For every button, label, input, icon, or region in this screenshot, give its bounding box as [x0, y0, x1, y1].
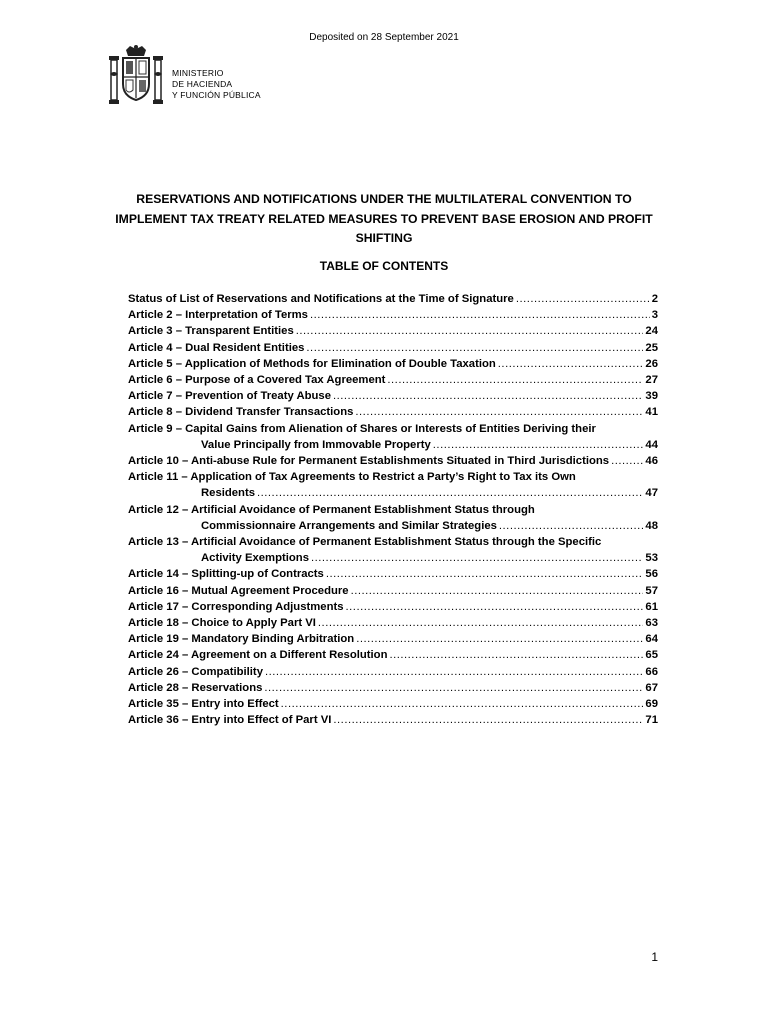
- toc-entry[interactable]: [128, 421, 658, 453]
- toc-entry[interactable]: [128, 583, 658, 599]
- toc-dot-leader: [264, 680, 643, 696]
- toc-page-number: 67: [645, 681, 658, 694]
- toc-page-number: 48: [645, 519, 658, 532]
- toc-entry-title: Value Principally from Immovable Property: [201, 438, 431, 451]
- toc-entry[interactable]: [128, 323, 658, 339]
- toc-entry[interactable]: [128, 534, 658, 566]
- toc-entry[interactable]: [128, 502, 658, 534]
- toc-dot-leader: [296, 323, 644, 339]
- toc-page-number: 71: [645, 714, 658, 727]
- spanish-coat-of-arms-icon: [108, 44, 164, 108]
- toc-entry[interactable]: [128, 615, 658, 631]
- toc-entry[interactable]: [128, 404, 658, 420]
- toc-entry[interactable]: [128, 647, 658, 663]
- toc-page-number: 56: [645, 568, 658, 581]
- toc-page-number: 65: [645, 649, 658, 662]
- toc-page-number: 25: [645, 341, 658, 354]
- toc-entry[interactable]: [128, 291, 658, 307]
- toc-entry-title: Commissionnaire Arrangements and Similar Strategies: [201, 519, 497, 532]
- toc-entry[interactable]: [128, 696, 658, 712]
- toc-entry-title: Article 28 – Reservations: [128, 681, 263, 694]
- toc-dot-leader: [499, 518, 644, 534]
- toc-dot-leader: [326, 566, 644, 582]
- toc-entry[interactable]: [128, 356, 658, 372]
- toc-entry-title: Article 17 – Corresponding Adjustments: [128, 600, 344, 613]
- toc-entry-title: Article 24 – Agreement on a Different Resolution: [128, 649, 388, 662]
- toc-dot-leader: [333, 388, 643, 404]
- toc-entry-title: Article 6 – Purpose of a Covered Tax Agreement: [128, 374, 386, 387]
- toc-page-number: 53: [645, 552, 658, 565]
- toc-page-number: 41: [645, 406, 658, 419]
- toc-entry-title: Article 2 – Interpretation of Terms: [128, 309, 308, 322]
- toc-page-number: 46: [645, 455, 658, 468]
- toc-dot-leader: [387, 372, 643, 388]
- toc-page-number: 24: [645, 325, 658, 338]
- toc-dot-leader: [257, 485, 643, 501]
- toc-entry-title: Article 19 – Mandatory Binding Arbitration: [128, 633, 355, 646]
- toc-heading: TABLE OF CONTENTS: [319, 259, 449, 273]
- ministry-line-1: MINISTERIO: [172, 68, 224, 78]
- toc-entry[interactable]: [128, 631, 658, 647]
- toc-page-number: 64: [645, 633, 658, 646]
- toc-dot-leader: [306, 340, 643, 356]
- toc-entry-title: Status of List of Reservations and Notifications at the Time of Signature: [128, 293, 514, 305]
- toc-page-number: 66: [645, 665, 658, 678]
- toc-dot-leader: [516, 291, 650, 307]
- toc-page-number: 47: [645, 487, 658, 500]
- toc-page-number: 69: [645, 698, 658, 711]
- ministry-name: [172, 68, 261, 101]
- toc-dot-leader: [311, 550, 643, 566]
- toc-entry[interactable]: [128, 712, 658, 728]
- toc-entry-title: Article 8 – Dividend Transfer Transactions: [128, 406, 354, 419]
- toc-entry[interactable]: [128, 340, 658, 356]
- toc-page-number: 61: [645, 600, 658, 613]
- toc-entry-title: Article 9 – Capital Gains from Alienation of Shares or Interests of Entities Deriving their: [128, 422, 596, 435]
- toc-dot-leader: [318, 615, 644, 631]
- toc-dot-leader: [333, 712, 643, 728]
- toc-dot-leader: [265, 664, 643, 680]
- toc-entry-title: Article 3 – Transparent Entities: [128, 325, 294, 338]
- toc-page-number: 26: [645, 357, 658, 370]
- toc-entry-title: Article 11 – Application of Tax Agreements to Restrict a Party’s Right to Tax its Own: [128, 471, 576, 484]
- toc-entry[interactable]: [128, 388, 658, 404]
- toc-entry[interactable]: [128, 307, 658, 323]
- toc-dot-leader: [281, 696, 644, 712]
- toc-entry[interactable]: [128, 372, 658, 388]
- toc-page-number: 44: [645, 438, 658, 451]
- toc-entry-title: Article 4 – Dual Resident Entities: [128, 341, 305, 354]
- toc-entry-title: Article 5 – Application of Methods for Elimination of Double Taxation: [128, 357, 496, 370]
- toc-entry-title: Article 18 – Choice to Apply Part VI: [128, 617, 316, 630]
- toc-entry[interactable]: [128, 599, 658, 615]
- toc-dot-leader: [356, 631, 643, 647]
- deposit-date: Deposited on 28 September 2021: [309, 32, 459, 43]
- toc-dot-leader: [498, 356, 644, 372]
- toc-entry-title: Article 10 – Anti-abuse Rule for Permanent Establishments Situated in Third Jurisdictions: [128, 455, 610, 468]
- document-title: RESERVATIONS AND NOTIFICATIONS UNDER THE MULTILATERAL CONVENTION TO IMPLEMENT TAX TREATY RELATED MEASURES TO PREVENT BASE EROSION AND PROFIT SHIFTING: [115, 192, 653, 245]
- toc-page-number: 57: [645, 584, 658, 597]
- toc-entry-title: Article 12 – Artificial Avoidance of Permanent Establishment Status through: [128, 503, 535, 516]
- toc-entry[interactable]: [128, 664, 658, 680]
- toc-page-number: 27: [645, 374, 658, 387]
- toc-dot-leader: [346, 599, 644, 615]
- toc-page-number: 63: [645, 617, 658, 630]
- ministry-line-2: DE HACIENDA: [172, 79, 233, 89]
- toc-entry-title: Residents: [201, 487, 255, 500]
- page-number: 1: [651, 950, 658, 964]
- toc-entry[interactable]: [128, 469, 658, 501]
- toc-entry-title: Article 14 – Splitting-up of Contracts: [128, 568, 324, 581]
- toc-dot-leader: [355, 404, 643, 420]
- toc-entry-title: Article 13 – Artificial Avoidance of Permanent Establishment Status through the Specific: [128, 536, 602, 549]
- toc-dot-leader: [611, 453, 643, 469]
- toc-entry[interactable]: [128, 566, 658, 582]
- toc-dot-leader: [310, 307, 650, 323]
- ministry-line-3: Y FUNCIÓN PÚBLICA: [172, 90, 261, 100]
- toc-entry[interactable]: [128, 680, 658, 696]
- toc-entry-title: Article 16 – Mutual Agreement Procedure: [128, 584, 349, 597]
- toc-dot-leader: [433, 437, 644, 453]
- toc-page-number: 2: [651, 293, 658, 305]
- table-of-contents: [128, 291, 658, 728]
- toc-entry-title: Activity Exemptions: [201, 552, 309, 565]
- toc-page-number: 3: [651, 309, 658, 322]
- ministry-logo: [108, 44, 261, 108]
- toc-dot-leader: [389, 647, 643, 663]
- toc-entry-title: Article 35 – Entry into Effect: [128, 698, 279, 711]
- toc-entry-title: Article 7 – Prevention of Treaty Abuse: [128, 390, 331, 403]
- toc-entry-title: Article 36 – Entry into Effect of Part VI: [128, 714, 332, 727]
- toc-entry[interactable]: [128, 453, 658, 469]
- toc-entry-title: Article 26 – Compatibility: [128, 665, 263, 678]
- toc-dot-leader: [351, 583, 644, 599]
- toc-page-number: 39: [645, 390, 658, 403]
